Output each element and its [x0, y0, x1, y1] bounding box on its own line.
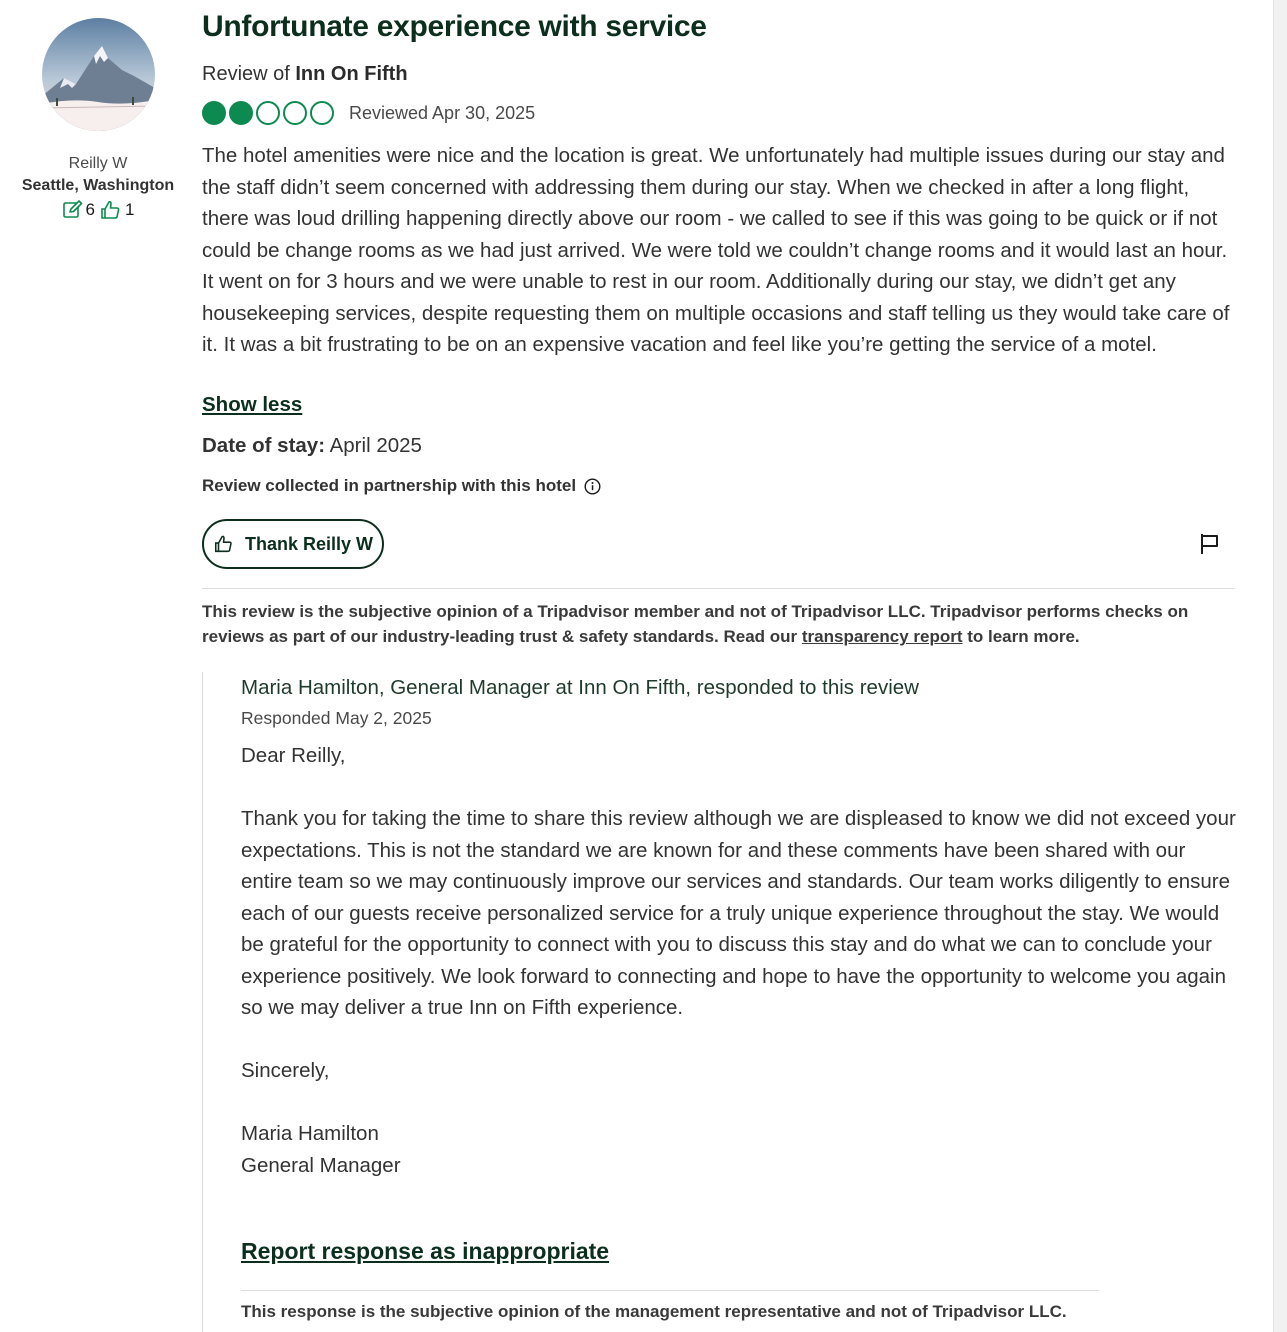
management-response [202, 672, 1239, 1332]
show-less-link[interactable]: Show less [202, 393, 303, 416]
review-of-prefix: Review of [202, 63, 290, 85]
mountain-landscape-avatar[interactable] [42, 18, 155, 131]
divider [202, 588, 1235, 589]
review-body-text: The hotel amenities were nice and the location is great. We unfortunately had multiple issues during our stay and the staff didn’t seem concerned with addressing them during our stay. When we checked in after a long flight, there was loud drilling happening directly above our room - we called to see if this was going to be quick or if not could be change rooms as we had just arrived. We were told we couldn’t change rooms and it would last an hour. It went on for 3 hours and we were unable to rest in our room. Additionally during our stay, we didn’t get any housekeeping services, despite requesting them on multiple occasions and staff telling us they would take care of it. It was a bit frustrating to be on an expensive vacation and feel like you’re getting the service of a motel. [202, 144, 1230, 356]
review-title[interactable]: Unfortunate experience with service [202, 10, 707, 43]
reviewer-location: Seattle, Washington [21, 177, 175, 194]
hotel-name-link[interactable]: Inn On Fifth [295, 63, 408, 85]
response-header: Maria Hamilton, General Manager at Inn On Fifth, responded to this review [241, 676, 919, 699]
thumbs-up-icon [213, 534, 235, 554]
disclaimer-text-before: This review is the subjective opinion of a Tripadvisor member and not of Tripadvisor LLC. Tripadvisor performs checks on reviews as part of our industry-leading trust & safety standards. Read our [202, 602, 1189, 646]
response-body [241, 740, 1241, 1181]
contributions-count: 6 [85, 200, 95, 219]
date-of-stay-label: Date of stay: [202, 434, 326, 457]
rating-bubble-empty [256, 101, 280, 125]
rating-bubble-filled [202, 101, 226, 125]
info-icon[interactable] [584, 478, 601, 495]
rating-bubbles [202, 101, 334, 125]
review-of [202, 63, 408, 86]
helpful-votes-stat [99, 199, 134, 221]
thank-reviewer-button[interactable] [202, 519, 384, 569]
reviewer-card [10, 18, 186, 221]
response-greeting: Dear Reilly, [241, 744, 346, 767]
date-of-stay [202, 434, 422, 458]
rating-row [202, 101, 535, 125]
transparency-report-link[interactable]: transparency report [801, 627, 963, 646]
report-response-link[interactable]: Report response as inappropriate [241, 1238, 610, 1264]
partnership-note-text: Review collected in partnership with this hotel [202, 476, 577, 495]
response-signature-name: Maria Hamilton [241, 1122, 379, 1145]
rating-bubble-filled [229, 101, 253, 125]
response-closing: Sincerely, [241, 1059, 330, 1082]
thank-button-label: Thank Reilly W [245, 533, 374, 554]
disclaimer-text-after: to learn more. [962, 627, 1080, 646]
reviewer-stats [10, 199, 186, 221]
divider [241, 1290, 1099, 1291]
review-disclaimer [202, 599, 1238, 649]
response-body-text: Thank you for taking the time to share this review although we are displeased to know we did not exceed your expectations. This is not the standard we are known for and these comments have been shared with our entire team so we may continuously improve our services and standards. Our team works diligently to ensure each of our guests receive personalized service for a truly unique experience throughout the stay. We would be grateful for the opportunity to connect with you to discuss this stay and do what we can to conclude your experience positively. We look forward to connecting and hope to have the opportunity to welcome you again so we may deliver a true Inn on Fifth experience. [241, 807, 1236, 1019]
response-date: Responded May 2, 2025 [241, 708, 432, 728]
response-disclaimer: This response is the subjective opinion of the management representative and not of Tripadvisor LLC. [241, 1302, 1067, 1321]
rating-bubble-empty [283, 101, 307, 125]
helpful-votes-count: 1 [125, 200, 135, 219]
date-of-stay-value: April 2025 [329, 434, 422, 457]
report-flag-icon[interactable] [1198, 532, 1222, 556]
pencil-edit-icon [62, 200, 84, 220]
reviewer-name[interactable]: Reilly W [68, 155, 128, 172]
reviewed-date: Reviewed Apr 30, 2025 [349, 102, 536, 123]
thumbs-up-icon [99, 200, 123, 220]
partnership-note [202, 476, 601, 496]
contributions-stat [62, 199, 95, 221]
rating-bubble-empty [310, 101, 334, 125]
response-signature-title: General Manager [241, 1153, 401, 1177]
page-scrollbar[interactable] [1273, 0, 1287, 1332]
